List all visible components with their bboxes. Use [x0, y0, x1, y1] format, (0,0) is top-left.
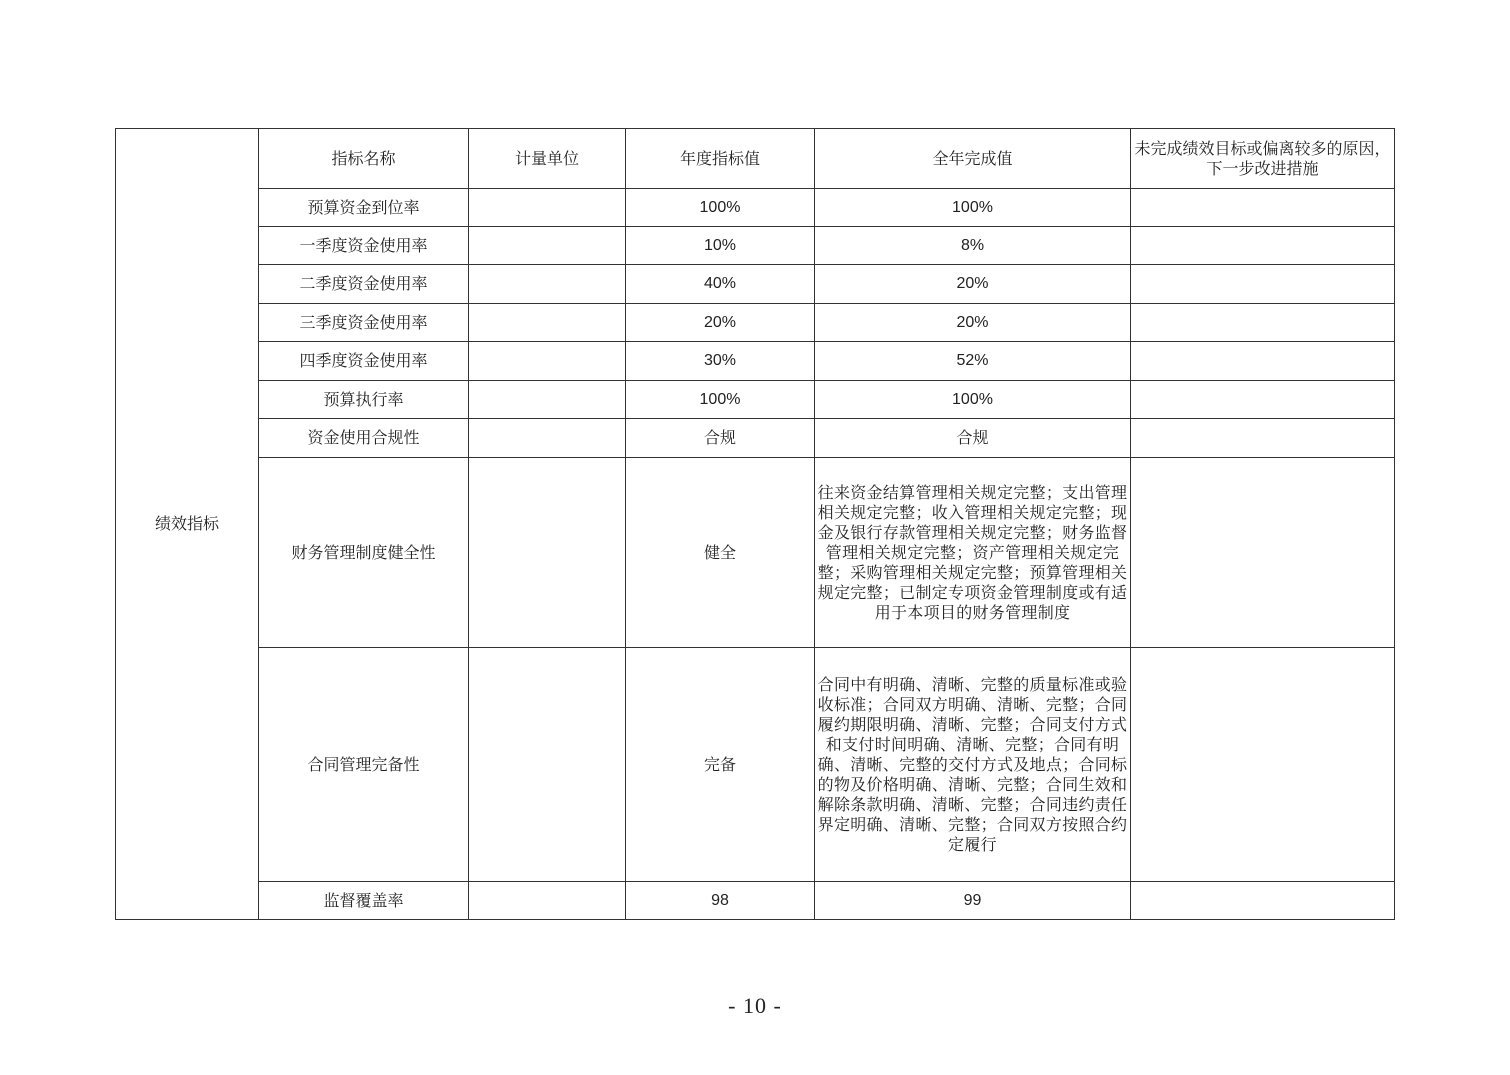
target-cell: 10% — [626, 227, 815, 265]
reason-cell — [1131, 419, 1395, 458]
unit-cell — [469, 227, 626, 265]
reason-cell — [1131, 265, 1395, 304]
table-row — [116, 458, 1395, 648]
reason-cell — [1131, 381, 1395, 419]
indicator-name-cell: 合同管理完备性 — [259, 648, 469, 882]
table-row — [116, 189, 1395, 227]
unit-cell — [469, 458, 626, 648]
reason-cell — [1131, 304, 1395, 342]
page-number: - 10 - — [728, 993, 782, 1018]
indicator-name-cell: 四季度资金使用率 — [259, 342, 469, 381]
performance-indicator-table — [115, 128, 1395, 920]
actual-cell: 20% — [815, 304, 1131, 342]
indicator-name-cell: 资金使用合规性 — [259, 419, 469, 458]
reason-cell — [1131, 342, 1395, 381]
unit-cell — [469, 648, 626, 882]
indicator-name-cell: 一季度资金使用率 — [259, 227, 469, 265]
header-indicator-name: 指标名称 — [259, 129, 469, 189]
actual-cell: 合规 — [815, 419, 1131, 458]
indicator-name-cell: 预算资金到位率 — [259, 189, 469, 227]
actual-cell: 100% — [815, 381, 1131, 419]
actual-cell: 合同中有明确、清晰、完整的质量标准或验收标准；合同双方明确、清晰、完整；合同履约期限明确、清晰、完整；合同支付方式和支付时间明确、清晰、完整；合同有明确、清晰、完整的交付方式及地点；合同标的物及价格明确、清晰、完整；合同生效和解除条款明确、清晰、完整；合同违约责任界定明确、清晰、完整；合同双方按照合约定履行 — [815, 648, 1131, 882]
table-row — [116, 419, 1395, 458]
target-cell: 100% — [626, 189, 815, 227]
indicator-name-cell: 二季度资金使用率 — [259, 265, 469, 304]
indicator-name-cell: 三季度资金使用率 — [259, 304, 469, 342]
table-row — [116, 265, 1395, 304]
reason-cell — [1131, 882, 1395, 920]
unit-cell — [469, 419, 626, 458]
unit-cell — [469, 342, 626, 381]
unit-cell — [469, 304, 626, 342]
reason-cell — [1131, 227, 1395, 265]
reason-cell — [1131, 189, 1395, 227]
target-cell: 40% — [626, 265, 815, 304]
indicator-name-cell: 财务管理制度健全性 — [259, 458, 469, 648]
target-cell: 合规 — [626, 419, 815, 458]
target-cell: 100% — [626, 381, 815, 419]
header-reasons: 未完成绩效目标或偏离较多的原因，下一步改进措施 — [1131, 129, 1395, 189]
actual-cell: 8% — [815, 227, 1131, 265]
unit-cell — [469, 882, 626, 920]
table-row — [116, 304, 1395, 342]
target-cell: 98 — [626, 882, 815, 920]
target-cell: 20% — [626, 304, 815, 342]
unit-cell — [469, 189, 626, 227]
reason-cell — [1131, 458, 1395, 648]
target-cell: 健全 — [626, 458, 815, 648]
header-annual-target: 年度指标值 — [626, 129, 815, 189]
unit-cell — [469, 381, 626, 419]
actual-cell: 100% — [815, 189, 1131, 227]
table-row — [116, 227, 1395, 265]
reason-cell — [1131, 648, 1395, 882]
actual-cell: 99 — [815, 882, 1131, 920]
table-row — [116, 882, 1395, 920]
table-row — [116, 381, 1395, 419]
table-header-row — [116, 129, 1395, 189]
header-unit: 计量单位 — [469, 129, 626, 189]
unit-cell — [469, 265, 626, 304]
category-cell: 绩效指标 — [116, 129, 259, 920]
indicator-name-cell: 预算执行率 — [259, 381, 469, 419]
actual-cell: 20% — [815, 265, 1131, 304]
actual-cell: 往来资金结算管理相关规定完整；支出管理相关规定完整；收入管理相关规定完整；现金及银行存款管理相关规定完整；财务监督管理相关规定完整；资产管理相关规定完整；采购管理相关规定完整；预算管理相关规定完整；已制定专项资金管理制度或有适用于本项目的财务管理制度 — [815, 458, 1131, 648]
table-row — [116, 648, 1395, 882]
table-row — [116, 342, 1395, 381]
header-annual-actual: 全年完成值 — [815, 129, 1131, 189]
target-cell: 完备 — [626, 648, 815, 882]
target-cell: 30% — [626, 342, 815, 381]
actual-cell: 52% — [815, 342, 1131, 381]
indicator-name-cell: 监督覆盖率 — [259, 882, 469, 920]
